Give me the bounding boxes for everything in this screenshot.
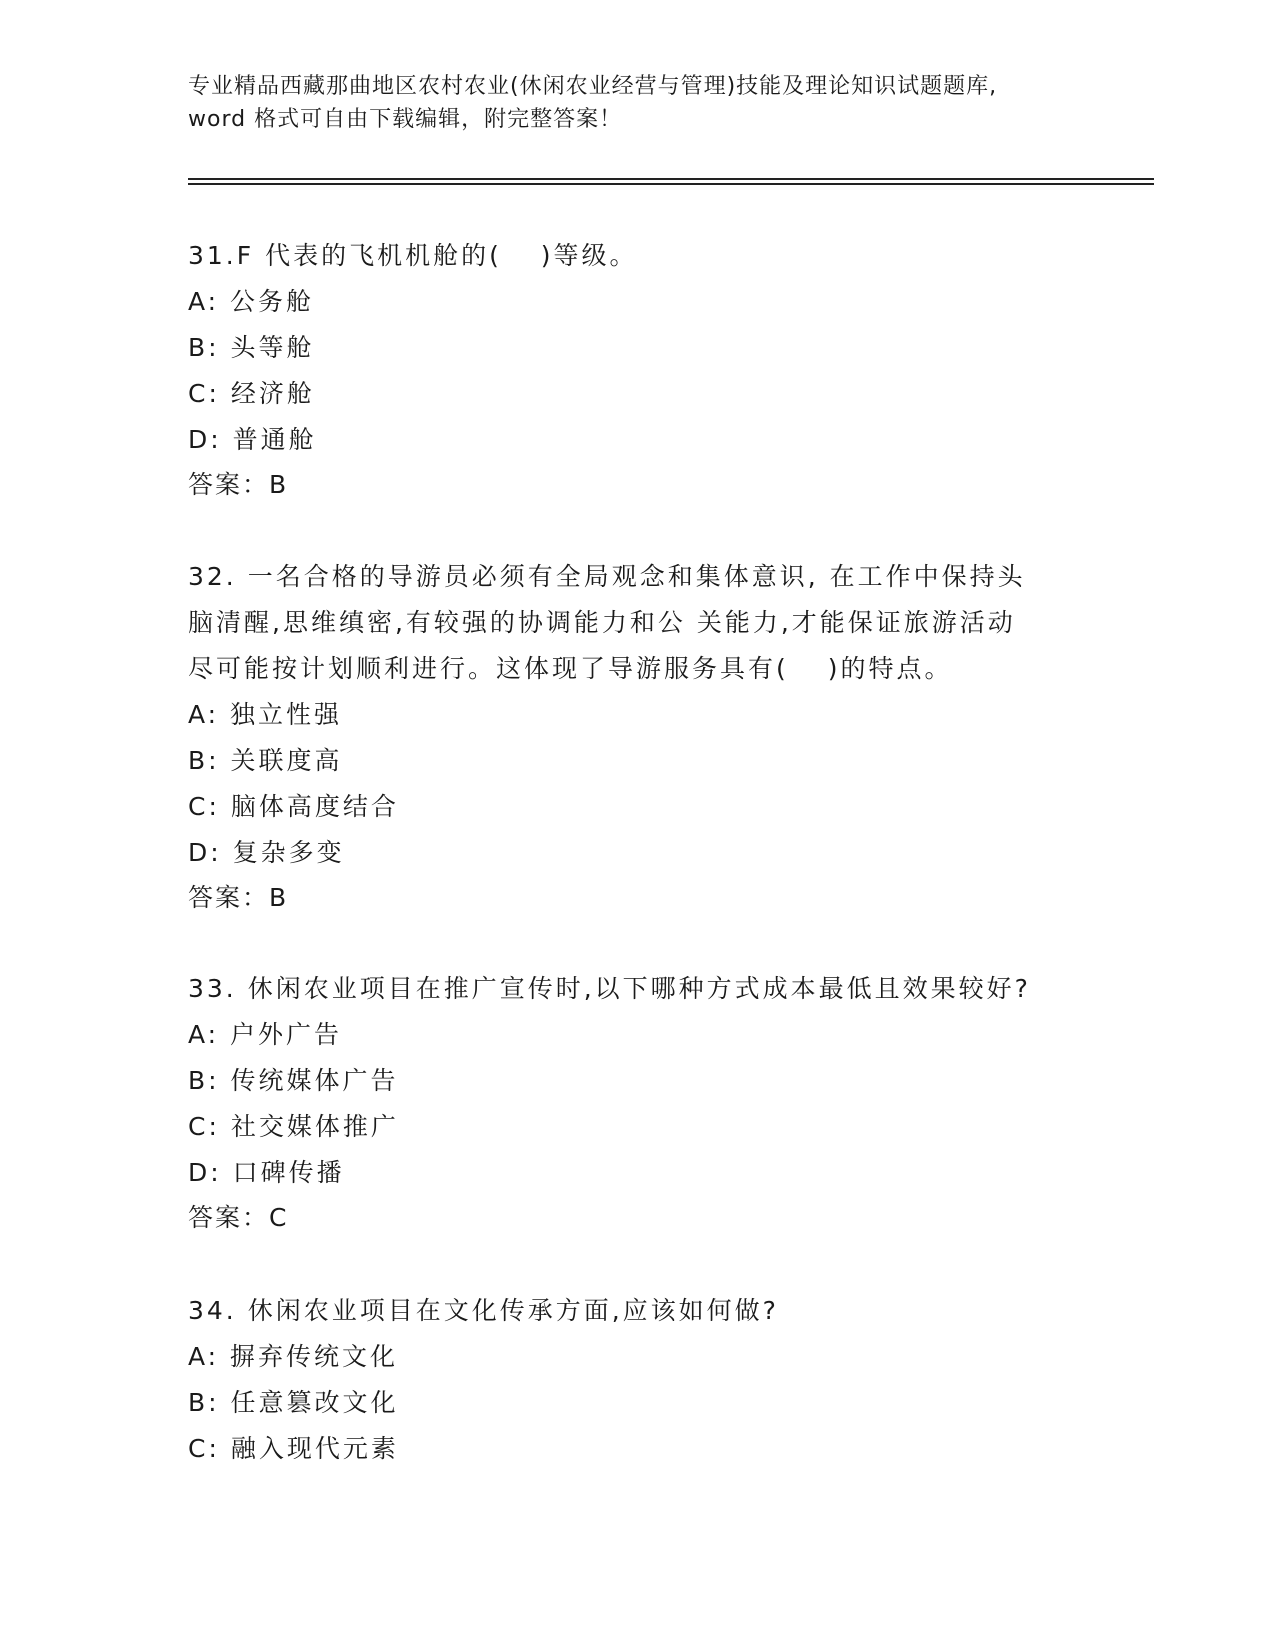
option-b: B: 关联度高 — [188, 746, 343, 775]
question-stem — [188, 966, 1088, 1012]
answer: 答案：C — [188, 1203, 289, 1232]
option-c: C: 社交媒体推广 — [188, 1112, 399, 1141]
stem-line: 33. 休闲农业项目在推广宣传时,以下哪种方式成本最低且效果较好? — [188, 974, 1031, 1003]
question-stem — [188, 1288, 1088, 1334]
question-32 — [188, 554, 1088, 920]
question-34 — [188, 1288, 1088, 1472]
option-b: B: 头等舱 — [188, 333, 315, 362]
stem-line: 34. 休闲农业项目在文化传承方面,应该如何做? — [188, 1296, 779, 1325]
stem-line: 32. 一名合格的导游员必须有全局观念和集体意识, 在工作中保持头 — [188, 562, 1026, 591]
option-a: A: 独立性强 — [188, 700, 343, 729]
option-a: A: 户外广告 — [188, 1020, 343, 1049]
document-header — [188, 70, 1088, 136]
option-b: B: 任意篡改文化 — [188, 1388, 399, 1417]
option-c: C: 脑体高度结合 — [188, 792, 399, 821]
stem-line: 尽可能按计划顺利进行。这体现了导游服务具有( )的特点。 — [188, 654, 953, 683]
option-d: D: 复杂多变 — [188, 838, 345, 867]
option-a: A: 公务舱 — [188, 287, 315, 316]
header-line-1: 专业精品西藏那曲地区农村农业(休闲农业经营与管理)技能及理论知识试题题库, — [188, 74, 998, 99]
answer: 答案：B — [188, 470, 289, 499]
answer: 答案：B — [188, 883, 289, 912]
question-stem — [188, 554, 1088, 692]
question-stem — [188, 233, 1088, 279]
header-line-2: word 格式可自由下载编辑，附完整答案！ — [188, 107, 623, 132]
stem-line: 31.F 代表的飞机机舱的( )等级。 — [188, 241, 638, 270]
question-31 — [188, 233, 1088, 507]
option-d: D: 口碑传播 — [188, 1158, 345, 1187]
option-b: B: 传统媒体广告 — [188, 1066, 399, 1095]
option-c: C: 融入现代元素 — [188, 1434, 399, 1463]
header-divider-bottom — [188, 183, 1154, 185]
option-d: D: 普通舱 — [188, 425, 317, 454]
option-c: C: 经济舱 — [188, 379, 315, 408]
stem-line: 脑清醒,思维缜密,有较强的协调能力和公 关能力,才能保证旅游活动 — [188, 608, 1016, 637]
question-33 — [188, 966, 1088, 1240]
option-a: A: 摒弃传统文化 — [188, 1342, 399, 1371]
header-divider-top — [188, 178, 1154, 180]
